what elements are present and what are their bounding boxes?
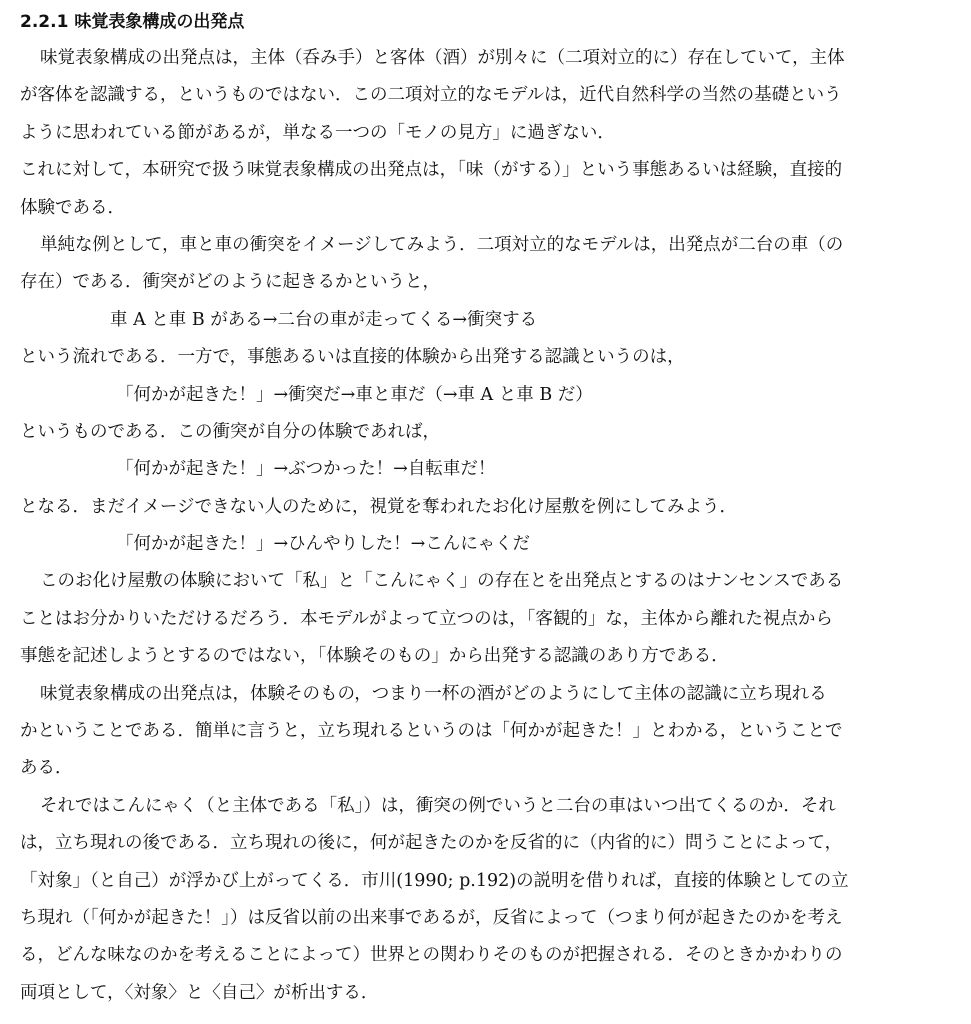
text-line: 「何かが起きた！」→ぶつかった！→自転車だ！ [116, 459, 496, 480]
text-line: ことはお分かりいただけるだろう．本モデルがよって立つのは，「客観的」な，主体から離れた視点から [20, 608, 833, 629]
text-line: かということである．簡単に言うと，立ち現れるというのは「何かが起きた！」とわかる，ということで [20, 721, 843, 742]
text-line: 両項として，〈対象〉と〈自己〉が析出する． [20, 982, 379, 1003]
body-text [20, 40, 955, 1012]
document-page [20, 10, 955, 1012]
text-line: が客体を認識する，というものではない．この二項対立的なモデルは，近代自然科学の当然の基礎という [20, 85, 842, 106]
text-line: 味覚表象構成の出発点は，主体（呑み手）と客体（酒）が別々に（二項対立的に）存在していて，主体 [40, 48, 845, 68]
text-line: という流れである．一方で，事態あるいは直接的体験から出発する認識というのは， [20, 347, 685, 368]
text-line: 存在）である．衝突がどのように起きるかというと， [20, 272, 440, 293]
text-line: というものである．この衝突が自分の体験であれば， [20, 421, 440, 442]
text-line: 「何かが起きた！」→衝突だ→車と車だ（→車 A と車 B だ） [116, 384, 593, 405]
text-line: 体験である． [20, 197, 125, 218]
section-heading: 2.2.1 味覚表象構成の出発点 [20, 12, 245, 32]
text-line: ち現れ（「何かが起きた！」）は反省以前の出来事であるが，反省によって（つまり何が起きたのかを考え [20, 907, 843, 928]
text-line: る，どんな味なのかを考えることによって）世界との関わりそのものが把握される．そのときかかわりの [20, 945, 843, 966]
text-line: 単純な例として，車と車の衝突をイメージしてみよう．二項対立的なモデルは，出発点が二台の車（の [40, 234, 844, 255]
text-line: ように思われている節があるが，単なる一つの「モノの見方」に過ぎない． [20, 122, 615, 143]
text-line: 「何かが起きた！」→ひんやりした！→こんにゃくだ [116, 534, 530, 555]
text-line: これに対して，本研究で扱う味覚表象構成の出発点は，「味（がする）」という事態あるいは経験，直接的 [20, 160, 843, 181]
text-line: は，立ち現れの後である．立ち現れの後に，何が起きたのかを反省的に（内省的に）問うことによって， [20, 833, 843, 854]
text-line: 車 A と車 B がある→二台の車が走ってくる→衝突する [110, 309, 538, 330]
text-line: 「対象」（と自己）が浮かび上がってくる．市川(1990; p.192)の説明を借りれば，直接的体験としての立 [20, 870, 849, 891]
text-line: 事態を記述しようとするのではない，「体験そのもの」から出発する認識のあり方である． [20, 646, 729, 667]
text-line: 味覚表象構成の出発点は，体験そのもの，つまり一杯の酒がどのようにして主体の認識に立ち現れる [40, 683, 827, 704]
text-line: このお化け屋敷の体験において「私」と「こんにゃく」の存在とを出発点とするのはナンセンスである [40, 571, 844, 592]
text-line: となる．まだイメージできない人のために，視覚を奪われたお化け屋敷を例にしてみよう． [20, 496, 737, 517]
text-line: それではこんにゃく（と主体である「私」）は，衝突の例でいうと二台の車はいつ出てくるのか．それ [40, 795, 836, 816]
text-line: ある． [20, 758, 73, 779]
